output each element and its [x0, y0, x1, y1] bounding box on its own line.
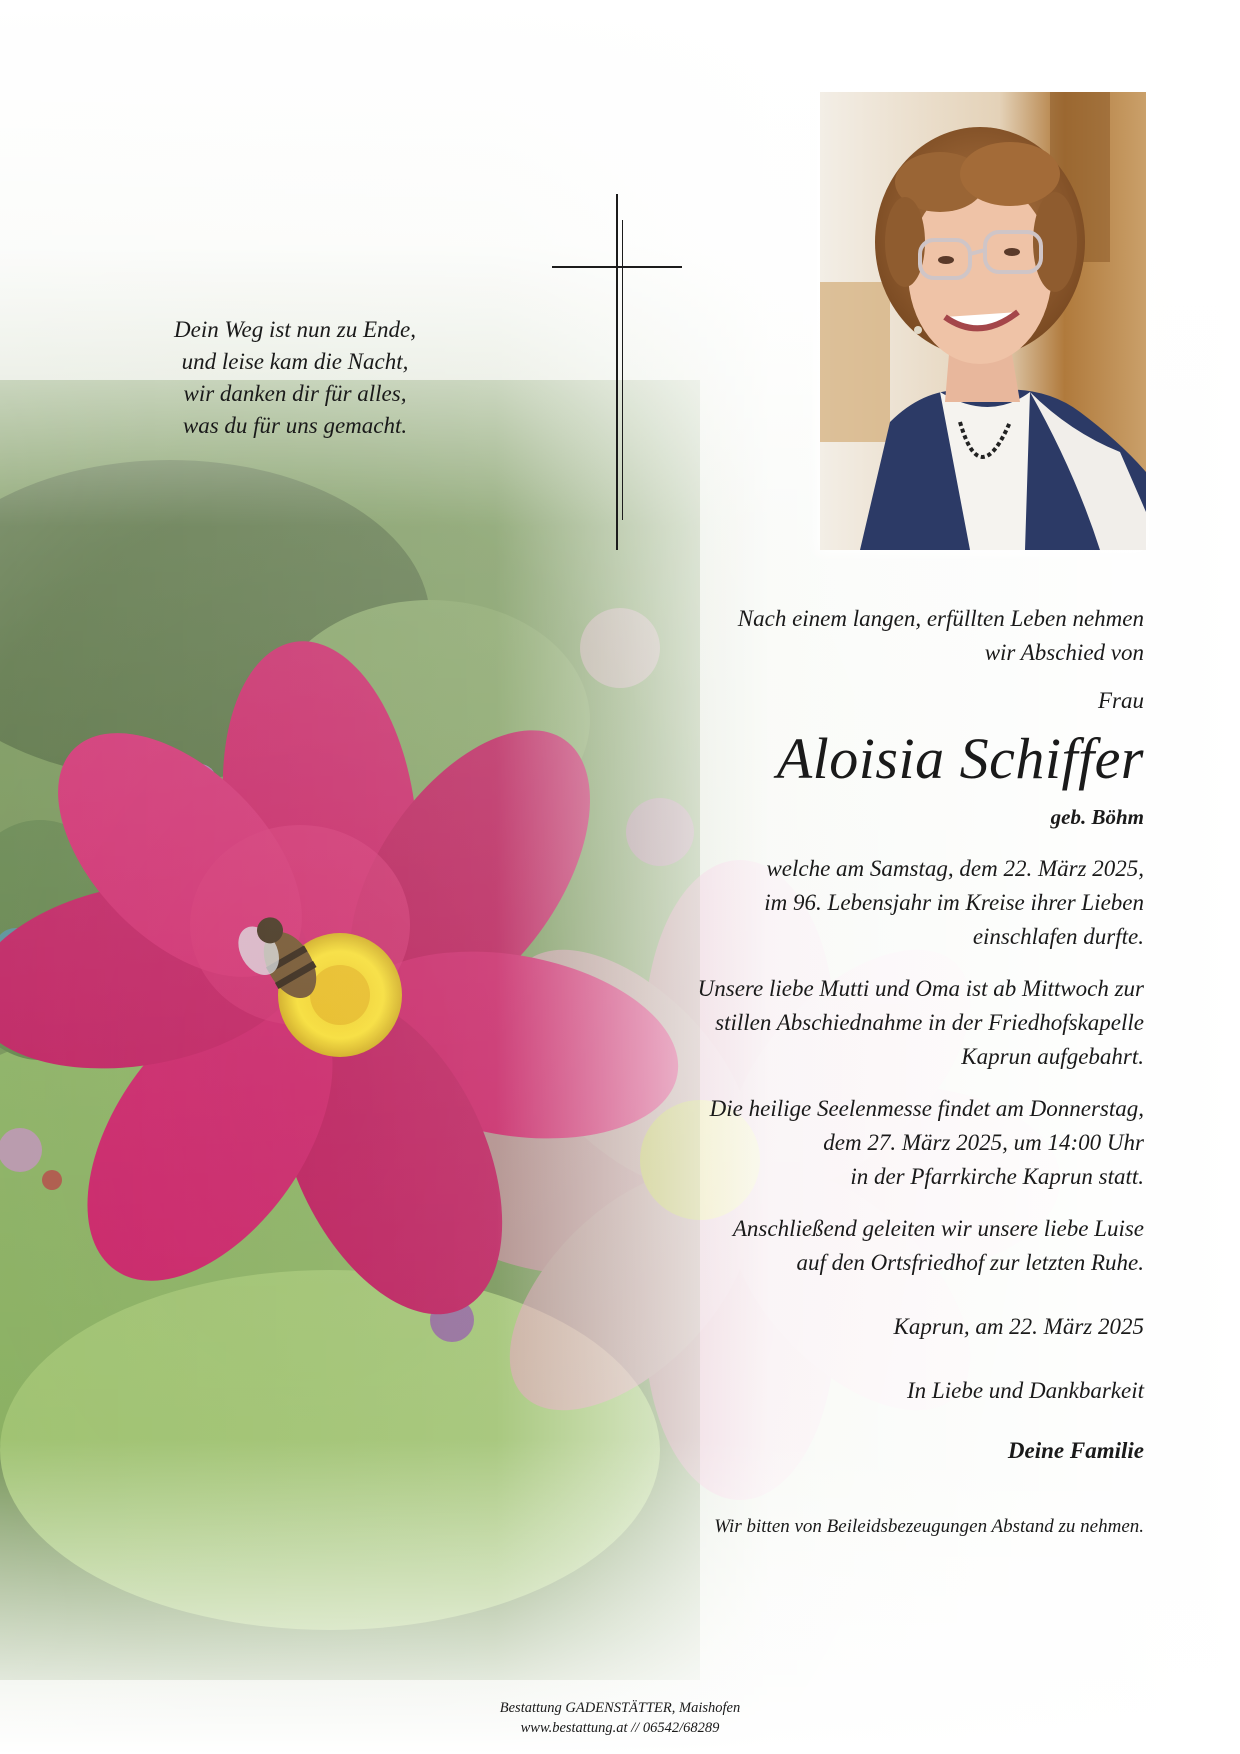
- viewing-line: stillen Abschiednahme in der Friedhofskapelle: [715, 1010, 1144, 1035]
- signature: Deine Familie: [1007, 1438, 1144, 1463]
- viewing-line: Kaprun aufgebahrt.: [961, 1044, 1144, 1069]
- funeral-home-name: Bestattung GADENSTÄTTER, Maishofen: [499, 1700, 741, 1716]
- poem-line: und leise kam die Nacht,: [181, 349, 409, 374]
- burial-line: Anschließend geleiten wir unsere liebe Luise: [732, 1216, 1144, 1241]
- burial-line: auf den Ortsfriedhof zur letzten Ruhe.: [796, 1250, 1144, 1275]
- announcement-text: [584, 602, 1144, 1544]
- death-line: im 96. Lebensjahr im Kreise ihrer Lieben: [764, 890, 1144, 915]
- death-line: einschlafen durfte.: [972, 924, 1144, 949]
- intro-line: wir Abschied von: [984, 640, 1144, 665]
- intro-line: Nach einem langen, erfüllten Leben nehmen: [737, 606, 1144, 631]
- cross-symbol: [552, 194, 682, 550]
- salutation: Frau: [1098, 688, 1144, 713]
- death-line: welche am Samstag, dem 22. März 2025,: [766, 856, 1144, 881]
- condolence-request: Wir bitten von Beileidsbezeugungen Abstand zu nehmen.: [714, 1516, 1144, 1537]
- poem-line: was du für uns gemacht.: [182, 413, 408, 438]
- memorial-poem: [130, 314, 460, 442]
- mass-line: Die heilige Seelenmesse findet am Donnerstag,: [709, 1096, 1144, 1121]
- poem-line: wir danken dir für alles,: [183, 381, 407, 406]
- deceased-name: Aloisia Schiffer: [776, 726, 1144, 791]
- place-date: Kaprun, am 22. März 2025: [893, 1314, 1144, 1339]
- closing-phrase: In Liebe und Dankbarkeit: [907, 1378, 1144, 1403]
- funeral-home-contact: www.bestattung.at // 06542/68289: [520, 1720, 720, 1736]
- portrait-photo: [820, 92, 1146, 550]
- maiden-name: geb. Böhm: [1050, 805, 1144, 829]
- mass-line: in der Pfarrkirche Kaprun statt.: [850, 1164, 1144, 1189]
- funeral-home-footer: [420, 1698, 820, 1738]
- viewing-line: Unsere liebe Mutti und Oma ist ab Mittwoch zur: [697, 976, 1144, 1001]
- mass-line: dem 27. März 2025, um 14:00 Uhr: [823, 1130, 1144, 1155]
- poem-line: Dein Weg ist nun zu Ende,: [174, 317, 416, 342]
